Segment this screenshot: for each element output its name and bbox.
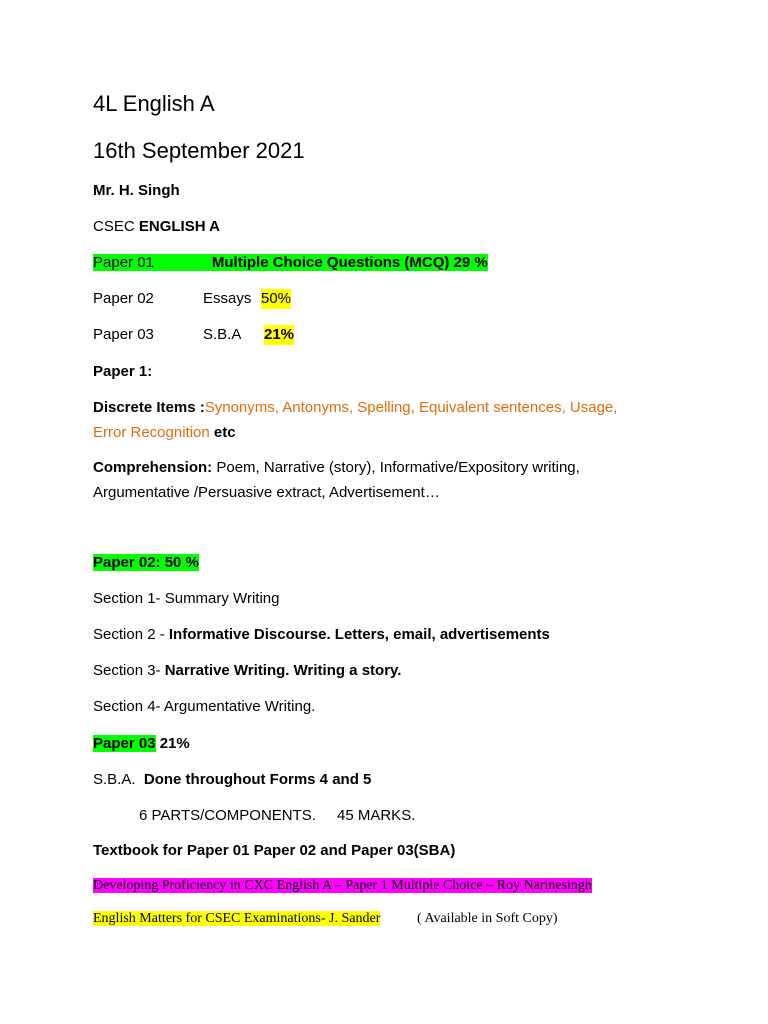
section-text: Narrative Writing. Writing a story. (164, 662, 402, 679)
section-prefix: Section 3- (93, 662, 161, 679)
document-title: 4L English A (93, 91, 215, 116)
section-2 (93, 625, 550, 645)
document-date: 16th September 2021 (93, 138, 305, 163)
paper-02-desc: Essays (203, 290, 252, 307)
comprehension (93, 455, 673, 505)
paper-01-label: Paper 01 (93, 254, 154, 271)
textbook-1-title: Developing Proficiency in CXC English A – Paper 1 Multiple Choice – Roy Narinesingh (93, 878, 592, 893)
paper-03-desc: S.B.A (203, 326, 242, 343)
discrete-items-list: Synonyms, Antonyms, Spelling, Equivalent sentences, Usage, (204, 399, 618, 416)
subject-prefix: CSEC (93, 218, 135, 235)
sba-text: Done throughout Forms 4 and 5 (143, 771, 372, 788)
paper-02-summary (93, 289, 292, 309)
textbook-2-title: English Matters for CSEC Examinations- J. Sander (93, 911, 381, 926)
section-prefix: Section 2 - (93, 626, 165, 643)
teacher-name: Mr. H. Singh (93, 182, 180, 199)
section-1 (93, 589, 279, 609)
comprehension-text-1: Poem, Narrative (story), Informative/Expository writing, (216, 459, 580, 476)
textbook-2 (93, 909, 558, 929)
section-text: Summary Writing (164, 590, 280, 607)
discrete-items-suffix: etc (213, 424, 236, 441)
sba-prefix: S.B.A. (93, 771, 136, 788)
paper-01-highlight (93, 254, 488, 271)
paper-03-heading (93, 734, 190, 754)
paper-02-heading (93, 553, 199, 573)
section-3 (93, 661, 401, 681)
discrete-items (93, 395, 673, 445)
section-text: Argumentative Writing. (163, 698, 316, 715)
marks-total: 45 MARKS. (337, 807, 416, 824)
textbooks-heading: Textbook for Paper 01 Paper 02 and Paper 03(SBA) (93, 842, 456, 859)
sba-components (139, 806, 416, 826)
sba-line (93, 770, 371, 790)
subject-name: ENGLISH A (138, 218, 220, 235)
paper-03-summary (93, 325, 295, 345)
subject-line (93, 217, 220, 237)
paper-02-heading-text: Paper 02: 50 % (93, 554, 199, 571)
discrete-items-list-2: Error Recognition (93, 424, 210, 441)
section-prefix: Section 1- (93, 590, 161, 607)
section-4 (93, 697, 315, 717)
section-text: Informative Discourse. Letters, email, advertisements (168, 626, 550, 643)
discrete-items-label: Discrete Items : (93, 399, 205, 416)
textbook-1 (93, 876, 592, 896)
paper-02-label: Paper 02 (93, 290, 154, 307)
comprehension-text-2: Argumentative /Persuasive extract, Advertisement… (93, 484, 440, 501)
paper-1-heading: Paper 1: (93, 363, 153, 380)
paper-03-label: Paper 03 (93, 326, 154, 343)
paper-03-heading-pct: 21% (159, 735, 190, 752)
paper-01-summary (93, 253, 488, 273)
section-prefix: Section 4- (93, 698, 161, 715)
paper-03-heading-label: Paper 03 (93, 735, 156, 752)
paper-03-pct: 21% (264, 326, 295, 343)
paper-01-desc: Multiple Choice Questions (MCQ) 29 % (211, 254, 488, 271)
components-count: 6 PARTS/COMPONENTS. (139, 807, 316, 824)
paper-02-pct: 50% (261, 290, 292, 307)
textbook-2-note: ( Available in Soft Copy) (417, 911, 558, 926)
comprehension-label: Comprehension: (93, 459, 213, 476)
